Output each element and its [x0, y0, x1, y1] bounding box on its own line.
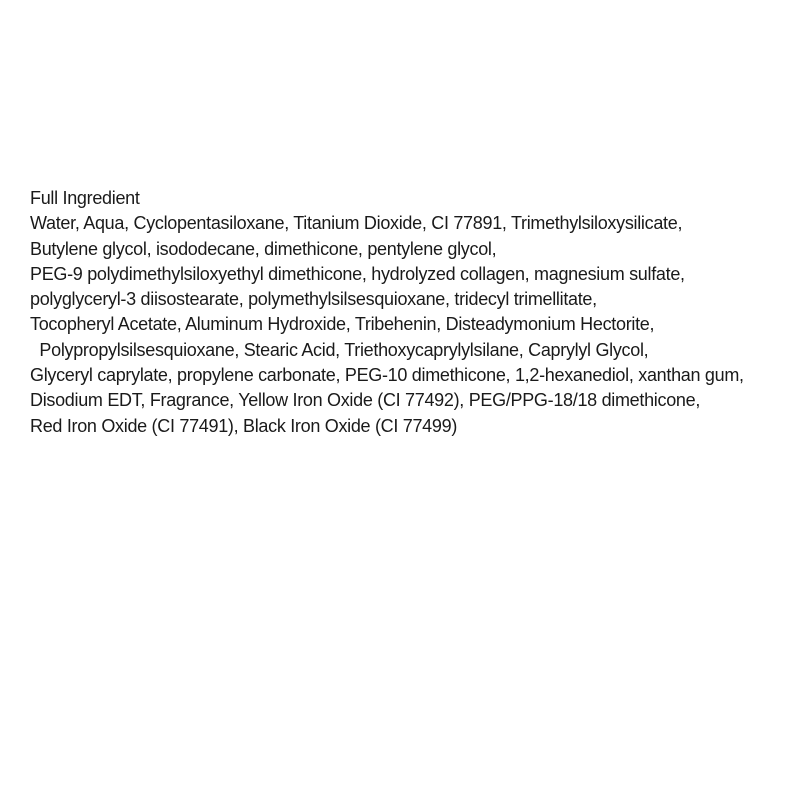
ingredient-line: Polypropylsilsesquioxane, Stearic Acid, Triethoxycaprylylsilane, Caprylyl Glycol,: [30, 339, 649, 360]
ingredient-line: Glyceryl caprylate, propylene carbonate, PEG-10 dimethicone, 1,2-hexanediol, xanthan gum,: [30, 365, 744, 386]
ingredient-line: Red Iron Oxide (CI 77491), Black Iron Oxide (CI 77499): [30, 415, 458, 436]
ingredient-line: polyglyceryl-3 diisostearate, polymethylsilsesquioxane, tridecyl trimellitate,: [30, 289, 597, 310]
ingredient-list-title: Full Ingredient: [30, 188, 140, 208]
ingredient-line: PEG-9 polydimethylsiloxyethyl dimethicone, hydrolyzed collagen, magnesium sulfate,: [30, 263, 685, 284]
ingredient-list: [30, 186, 800, 439]
ingredient-line: Water, Aqua, Cyclopentasiloxane, Titanium Dioxide, CI 77891, Trimethylsiloxysilicate,: [30, 213, 683, 234]
ingredient-line: Butylene glycol, isododecane, dimethicone, pentylene glycol,: [30, 238, 497, 259]
ingredient-line: Disodium EDT, Fragrance, Yellow Iron Oxide (CI 77492), PEG/PPG-18/18 dimethicone,: [30, 390, 701, 411]
ingredient-line: Tocopheryl Acetate, Aluminum Hydroxide, Tribehenin, Disteadymonium Hectorite,: [30, 314, 655, 335]
